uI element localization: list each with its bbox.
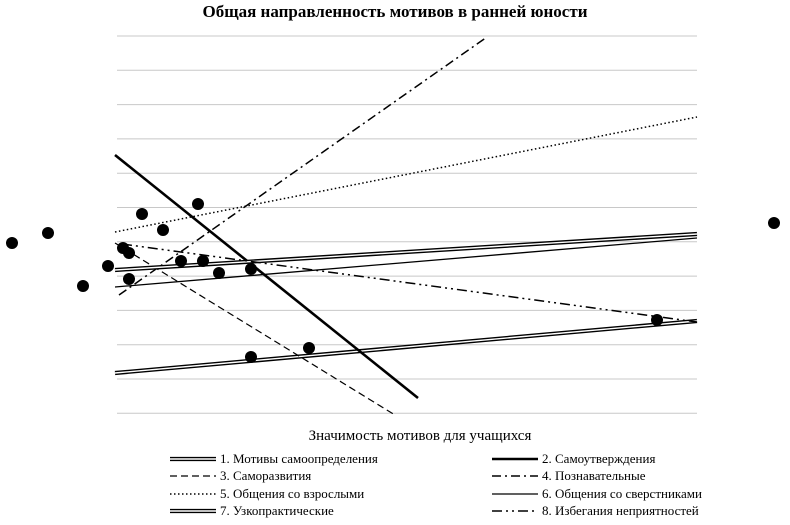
legend-label: 3. Саморазвития [220, 468, 312, 483]
data-point-4 [102, 260, 114, 272]
legend-label: 2. Самоутверждения [542, 451, 656, 466]
legend-swatch-8 [490, 502, 540, 520]
data-point-10 [175, 255, 187, 267]
gridlines [117, 36, 697, 413]
legend-swatch-1 [168, 450, 218, 468]
legend-swatch-7 [168, 502, 218, 520]
legend-label: 5. Общения со взрослыми [220, 486, 365, 501]
series-line-5 [115, 117, 697, 232]
data-point-18 [768, 217, 780, 229]
data-point-7 [123, 273, 135, 285]
legend-label: 7. Узкопрактические [220, 503, 334, 518]
data-point-15 [245, 351, 257, 363]
data-point-14 [245, 263, 257, 275]
legend-swatch-3 [168, 467, 218, 485]
legend-label: 4. Познавательные [542, 468, 646, 483]
data-point-12 [197, 255, 209, 267]
legend-label: 8. Избегания неприятностей [542, 503, 699, 518]
data-point-3 [77, 280, 89, 292]
legend-swatch-6 [490, 485, 540, 503]
series-line-1-inner [115, 321, 697, 373]
x-axis-label: Значимость мотивов для учащихся [308, 428, 532, 444]
data-point-11 [192, 198, 204, 210]
data-point-9 [157, 224, 169, 236]
legend-swatch-4 [490, 467, 540, 485]
legend-swatch-2 [490, 450, 540, 468]
legend-label: 1. Мотивы самоопределения [220, 451, 378, 466]
data-point-16 [303, 342, 315, 354]
series-lines [115, 37, 697, 415]
data-point-8 [136, 208, 148, 220]
data-point-13 [213, 267, 225, 279]
data-point-17 [651, 314, 663, 326]
data-points [6, 198, 780, 363]
chart-title: Общая направленность мотивов в ранней юности [202, 2, 588, 21]
data-point-2 [42, 227, 54, 239]
legend-label: 6. Общения со сверстниками [542, 486, 702, 501]
legend-swatch-5 [168, 485, 218, 503]
data-point-1 [6, 237, 18, 249]
data-point-6 [123, 247, 135, 259]
